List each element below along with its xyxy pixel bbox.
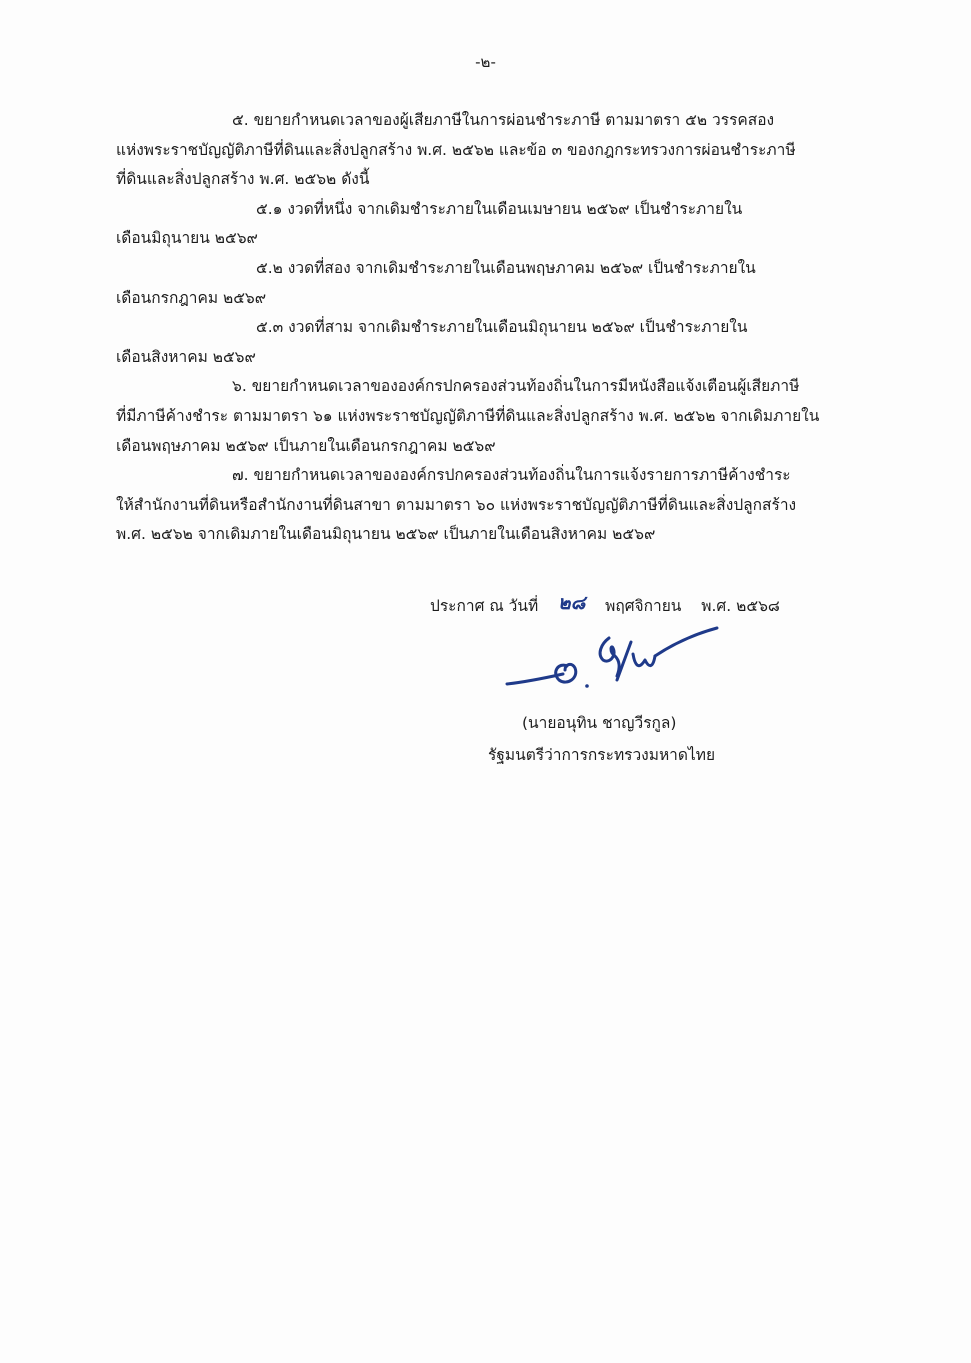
text-line: ๕.๑ งวดที่หนึ่ง จากเดิมชำระภายในเดือนเมษายน ๒๕๖๙ เป็นชำระภายใน — [256, 199, 743, 218]
text-line: เดือนสิงหาคม ๒๕๖๙ — [116, 347, 256, 366]
handwritten-day: ๒๘ — [558, 592, 586, 614]
signer-title: รัฐมนตรีว่าการกระทรวงมหาดไทย — [488, 746, 716, 764]
paragraph-item-5-1 — [116, 195, 888, 254]
text-line: ๖. ขยายกำหนดเวลาขององค์กรปกครองส่วนท้องถิ่นในการมีหนังสือแจ้งเตือนผู้เสียภาษี — [232, 377, 800, 396]
text-line: ที่มีภาษีค้างชำระ ตามมาตรา ๖๑ แห่งพระราชบัญญัติภาษีที่ดินและสิ่งปลูกสร้าง พ.ศ. ๒๕๖๒ จากเดิมภายใน — [116, 406, 820, 425]
announcement-year: พ.ศ. ๒๕๖๘ — [701, 597, 780, 615]
paragraph-item-5-3 — [116, 313, 888, 372]
text-line: ให้สำนักงานที่ดินหรือสำนักงานที่ดินสาขา ตามมาตรา ๖๐ แห่งพระราชบัญญัติภาษีที่ดินและสิ่งปลูกสร้าง — [116, 495, 797, 514]
paragraph-item-5-2 — [116, 254, 888, 313]
announcement-date-line — [430, 590, 780, 620]
announcement-month: พฤศจิกายน — [605, 597, 682, 615]
text-line: แห่งพระราชบัญญัติภาษีที่ดินและสิ่งปลูกสร้าง พ.ศ. ๒๕๖๒ และข้อ ๓ ของกฎกระทรวงการผ่อนชำระภาษี — [116, 140, 796, 159]
handwritten-signature — [505, 622, 730, 722]
text-line: พ.ศ. ๒๕๖๒ จากเดิมภายในเดือนมิถุนายน ๒๕๖๙ เป็นภายในเดือนสิงหาคม ๒๕๖๙ — [116, 525, 656, 544]
text-line: ๕.๒ งวดที่สอง จากเดิมชำระภายในเดือนพฤษภาคม ๒๕๖๙ เป็นชำระภายใน — [256, 258, 756, 277]
paragraph-item-6 — [116, 372, 888, 461]
text-line: ที่ดินและสิ่งปลูกสร้าง พ.ศ. ๒๕๖๒ ดังนี้ — [116, 170, 370, 189]
text-line: ๗. ขยายกำหนดเวลาขององค์กรปกครองส่วนท้องถิ่นในการแจ้งรายการภาษีค้างชำระ — [232, 466, 791, 485]
announcement-prefix: ประกาศ ณ วันที่ — [430, 597, 539, 615]
document-body — [116, 106, 888, 550]
page-number: -๒- — [475, 53, 496, 71]
signer-name: (นายอนุทิน ชาญวีรกูล) — [522, 714, 677, 732]
text-line: ๕.๓ งวดที่สาม จากเดิมชำระภายในเดือนมิถุนายน ๒๕๖๙ เป็นชำระภายใน — [256, 318, 748, 337]
text-line: ๕. ขยายกำหนดเวลาของผู้เสียภาษีในการผ่อนชำระภาษี ตามมาตรา ๕๒ วรรคสอง — [232, 111, 775, 129]
paragraph-item-5 — [116, 106, 888, 195]
paragraph-item-7 — [116, 461, 888, 550]
text-line: เดือนมิถุนายน ๒๕๖๙ — [116, 229, 258, 248]
text-line: เดือนพฤษภาคม ๒๕๖๙ เป็นภายในเดือนกรกฎาคม ๒๕๖๙ — [116, 436, 496, 455]
text-line: เดือนกรกฎาคม ๒๕๖๙ — [116, 288, 267, 307]
